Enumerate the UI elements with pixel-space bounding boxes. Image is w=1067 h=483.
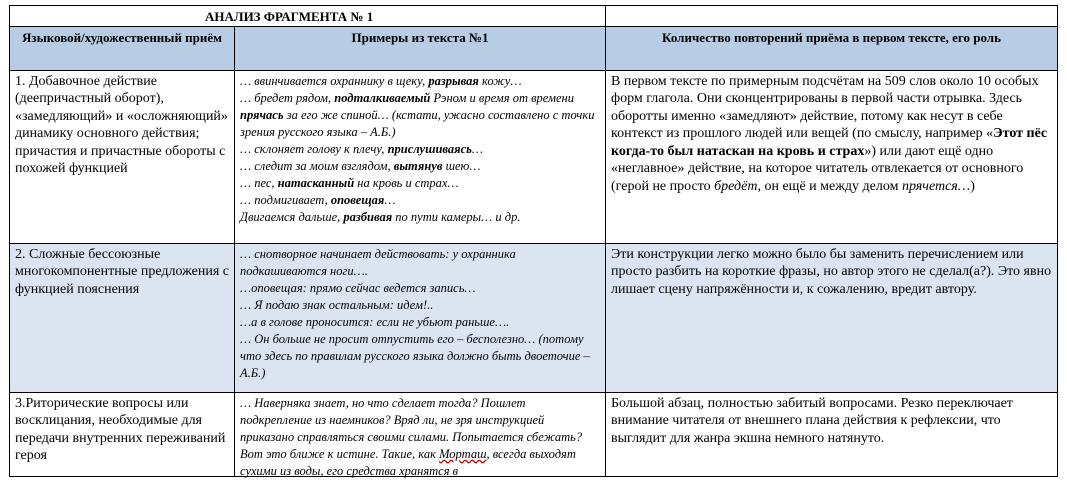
- table-row: [10, 392, 1058, 476]
- examples-cell: [235, 70, 606, 243]
- title-empty-cell: [606, 6, 1058, 27]
- table-title-cell: [10, 6, 606, 27]
- examples-cell: [235, 243, 606, 392]
- example-line: … следит за моим взглядом, вытянув шею…: [240, 158, 481, 173]
- example-line: … Он больше не просит отпустить его – бесполезно… (потому что здесь по правилам русского языка должно быть двоеточие – А.Б.): [240, 331, 590, 380]
- table-row: [10, 70, 1058, 243]
- example-line: … склоняет голову к плечу, прислушиваясь…: [240, 141, 484, 156]
- role-cell: В первом тексте по примерным подсчётам на 509 слов около 10 особых форм глагола. Они сконцентрированы в первой части отрывка. Здесь оборотты именно «замедляют» действие, потому как несут в себе контекст из прошлого людей или вещей (по смыслу, например «Этот пёс когда-то был натаскан на кровь и страх») или дают ещё одно «неглавное» действие, на которое читатель отвлекается от основного (герой не просто бредёт, он ещё и между делом прячется…): [606, 70, 1058, 243]
- technique-cell: 1. Добавочное действие (деепричастный оборот), «замедляющий» и «осложняющий» динамику основного действия; причастия и причастные обороты с похожей функцией: [10, 70, 235, 243]
- example-line: Двигаемся дальше, разбивая по пути камеры… и др.: [240, 209, 521, 224]
- table-row: [10, 243, 1058, 392]
- example-line: … ввинчивается охраннику в щеку, разрывая кожу…: [240, 73, 522, 88]
- example-line: … Я подаю знак остальным: идем!..: [240, 297, 434, 312]
- table-title: АНАЛИЗ ФРАГМЕНТА № 1: [205, 9, 374, 24]
- header-role: Количество повторений приёма в первом тексте, его роль: [606, 26, 1058, 70]
- example-line: … снотворное начинает действовать: у охранника подкашиваются ноги….: [240, 246, 516, 278]
- examples-cell: … Наверняка знает, но что сделает тогда? Пошлет подкрепление из наемников? Вряд ли, не зря инструкцией приказано справляться своими силами. Попытается сбежать? Вот это ближе к истине. Такие, как Морташ, всегда выходят сухими из воды, его средства хранятся в: [235, 392, 606, 476]
- example-line: … подмигивает, оповещая…: [240, 192, 396, 207]
- example-line: …оповещая: прямо сейчас ведется запись…: [240, 280, 476, 295]
- technique-cell: 2. Сложные бессоюзные многокомпонентные предложения с функцией пояснения: [10, 243, 235, 392]
- example-line: … пес, натасканный на кровь и страх…: [240, 175, 459, 190]
- example-line: …а в голове проносится: если не убьют раньше….: [240, 314, 510, 329]
- header-technique: Языковой/художественный приём: [10, 26, 235, 70]
- example-line: … бредет рядом, подталкиваемый Рэном и время от времени прячась за его же спиной… (кстати, ужасно составлено с точки зрения русского языка – А.Б.): [240, 90, 595, 139]
- role-cell: Большой абзац, полностью забитый вопросами. Резко переключает внимание читателя от внешнего плана действия к рефлексии, что выглядит для жанра экшна немного натянуто.: [606, 392, 1058, 476]
- misspelled-word: Морташ: [439, 446, 487, 461]
- header-examples: Примеры из текста №1: [235, 26, 606, 70]
- technique-cell: 3.Риторические вопросы или восклицания, необходимые для передачи внутренних переживаний героя: [10, 392, 235, 476]
- role-cell: Эти конструкции легко можно было бы заменить перечислением или просто разбить на короткие фразы, но автор этого не сделал(а?). Это явно лишает сцену напряжённости и, к сожалению, вредит автору.: [606, 243, 1058, 392]
- analysis-table: [9, 5, 1058, 477]
